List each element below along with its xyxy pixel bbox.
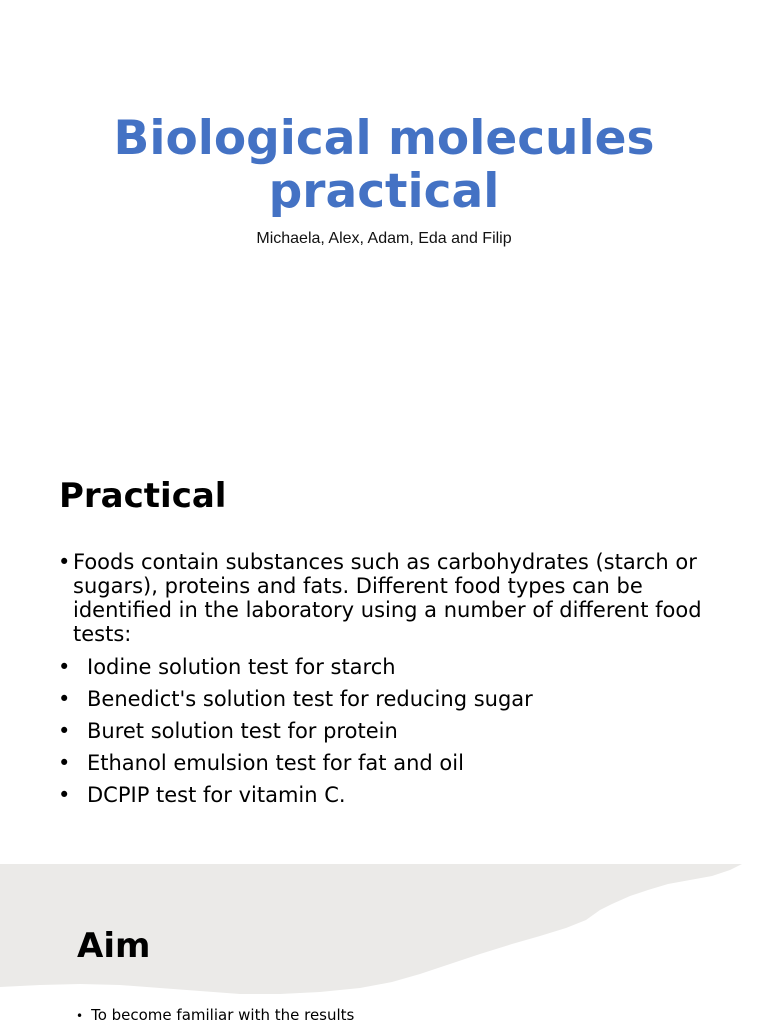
aim-slide: [0, 864, 768, 1024]
bullet-icon: •: [58, 550, 71, 574]
title-slide: [0, 0, 768, 430]
list-item-text: Buret solution test for protein: [87, 719, 398, 743]
list-item: [58, 651, 533, 683]
practical-slide: [0, 440, 768, 860]
food-test-list: [58, 651, 533, 811]
bullet-icon: •: [58, 783, 71, 807]
list-item-text: Ethanol emulsion test for fat and oil: [87, 751, 464, 775]
bullet-icon: •: [76, 1009, 84, 1023]
authors-subtitle: Michaela, Alex, Adam, Eda and Filip: [256, 230, 512, 247]
list-item: [76, 1006, 354, 1024]
practical-heading: Practical: [59, 476, 227, 516]
bullet-icon: •: [58, 687, 71, 711]
list-item: [58, 683, 533, 715]
aim-heading: Aim: [77, 926, 151, 966]
list-item-text: To become familiar with the results: [91, 1006, 355, 1024]
list-item: [58, 747, 533, 779]
intro-text: Foods contain substances such as carbohydrates (starch or sugars), proteins and fats. Different food types can be identified in the laboratory using a number of different food tests:: [73, 550, 702, 646]
list-item: [58, 779, 533, 811]
title-line-2: practical: [268, 164, 500, 219]
list-item-text: DCPIP test for vitamin C.: [87, 783, 346, 807]
list-item-text: Benedict's solution test for reducing sugar: [87, 687, 533, 711]
intro-bullet: [58, 550, 718, 646]
bullet-icon: •: [58, 751, 71, 775]
bullet-icon: •: [58, 655, 71, 679]
list-item: [58, 715, 533, 747]
presentation-title: [0, 112, 768, 218]
title-line-1: Biological molecules: [113, 111, 655, 166]
list-item-text: Iodine solution test for starch: [87, 655, 396, 679]
bullet-icon: •: [58, 719, 71, 743]
